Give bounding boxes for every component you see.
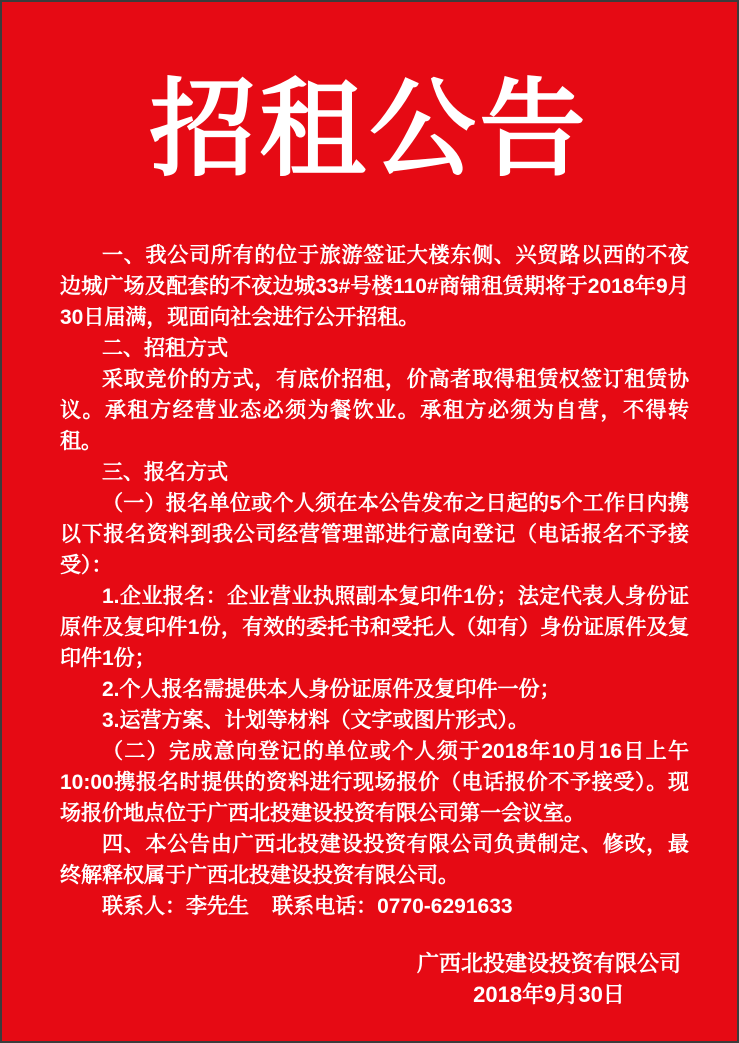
contact-phone-number: 0770-6291633 [377, 894, 513, 918]
poster-title: 招租公告 [149, 66, 590, 191]
signature-company-name: 广西北投建设投资有限公司 [416, 950, 681, 976]
contact-line [60, 891, 689, 922]
announcement-body [60, 240, 689, 922]
paragraph-operation-plan: 3.运营方案、计划等材料（文字或图片形式）。 [102, 708, 530, 732]
signature-date: 2018年9月30日 [473, 981, 625, 1007]
paragraph-bidding-session: （二）完成意向登记的单位或个人须于2018年10月16日上午10:00携报名时提供的资料进行现场报价（电话报价不予接受）。现场报价地点位于广西北投建设投资有限公司第一会议室。 [60, 739, 689, 825]
contact-person-label: 联系人： [102, 894, 186, 918]
signature-inner [417, 948, 681, 1010]
paragraph-rental-method: 采取竞价的方式，有底价招租，价高者取得租赁权签订租赁协议。承租方经营业态必须为餐饮业。承租方必须为自营，不得转租。 [60, 367, 689, 453]
paragraph-interpretation-rights: 四、本公告由广西北投建设投资有限公司负责制定、修改，最终解释权属于广西北投建设投资有限公司。 [60, 832, 689, 887]
contact-person-name: 李先生 [186, 894, 249, 918]
heading-section-3: 三、报名方式 [102, 460, 228, 484]
paragraph-section-1: 一、我公司所有的位于旅游签证大楼东侧、兴贸路以西的不夜边城广场及配套的不夜边城33#号楼110#商铺租赁期将于2018年9月30日届满，现面向社会进行公开招租。 [60, 243, 689, 329]
paragraph-registration-intro: （一）报名单位或个人须在本公告发布之日起的5个工作日内携以下报名资料到我公司经营管理部进行意向登记（电话报名不予接受）： [60, 491, 689, 577]
signature-block [2, 948, 681, 1010]
paragraph-company-registration: 1.企业报名：企业营业执照副本复印件1份；法定代表人身份证原件及复印件1份，有效的委托书和受托人（如有）身份证原件及复印件1份； [60, 584, 689, 670]
paragraph-personal-registration: 2.个人报名需提供本人身份证原件及复印件一份； [102, 677, 561, 701]
heading-section-2: 二、招租方式 [102, 336, 228, 360]
contact-phone-label: 联系电话： [272, 894, 378, 918]
